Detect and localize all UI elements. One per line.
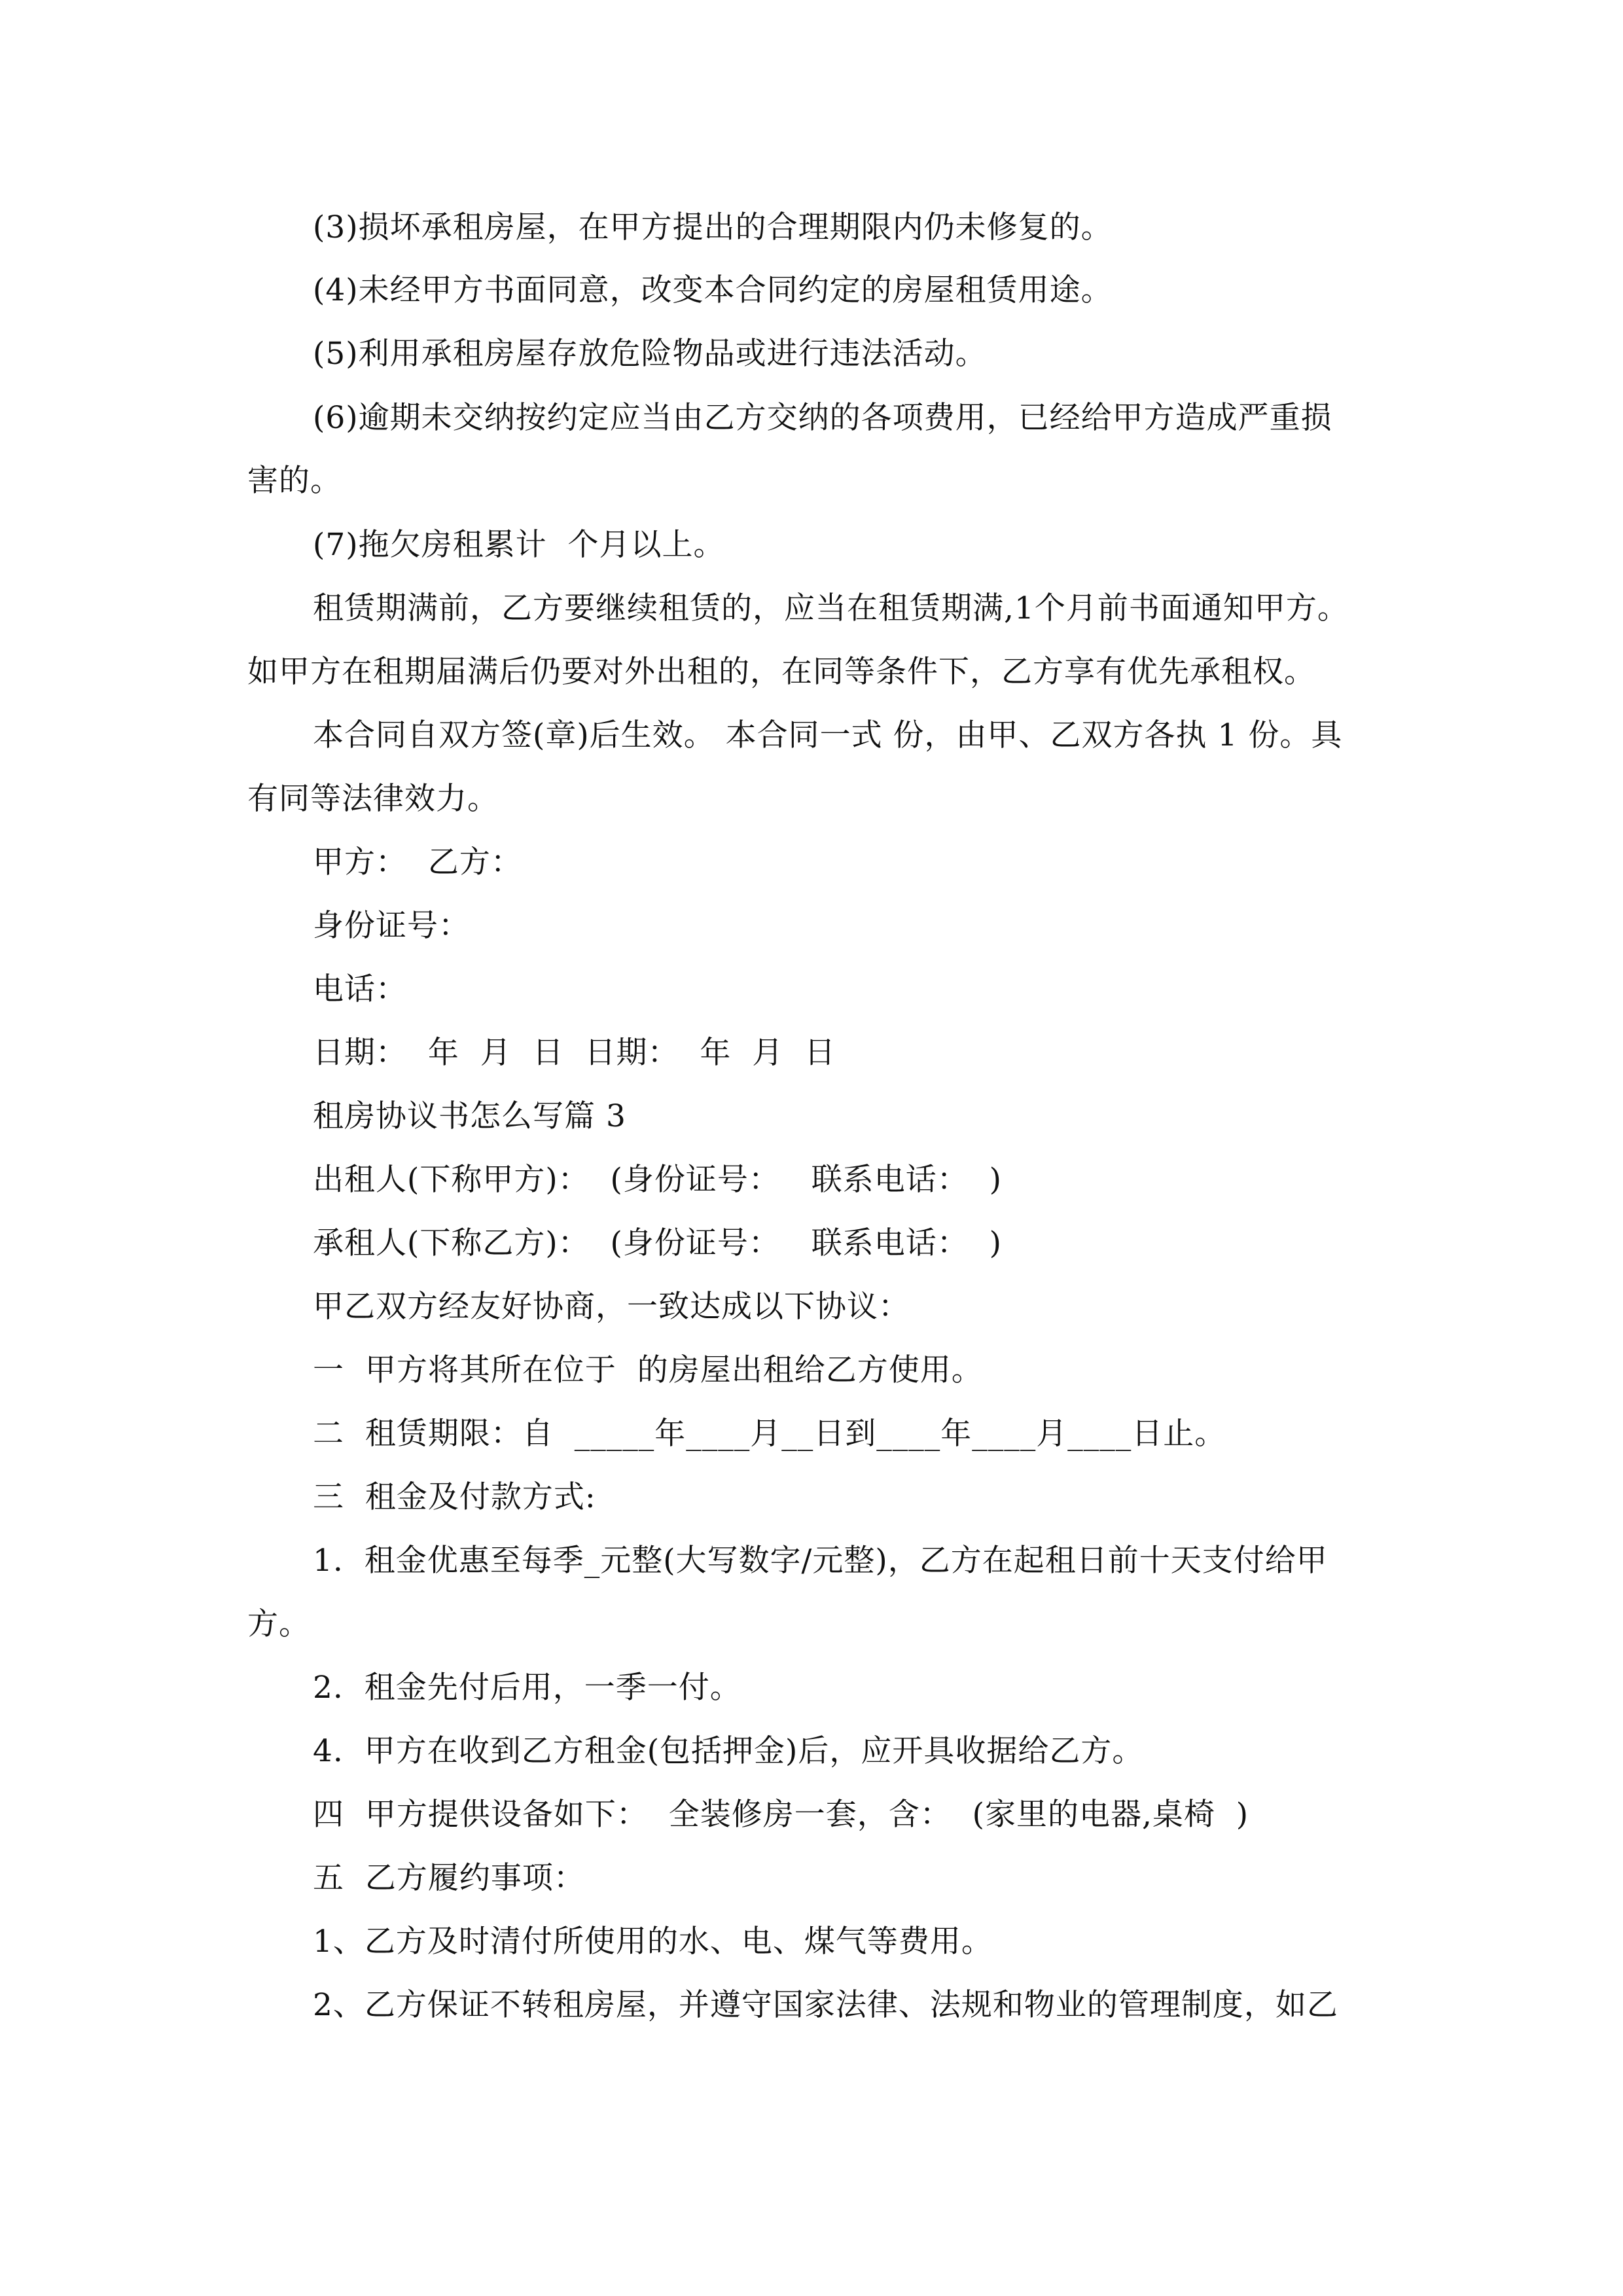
article-1-text: 一 甲方将其所在位于 的房屋出租给乙方使用。 <box>313 1352 983 1388</box>
lessor-line: 出租人(下称甲方)： (身份证号： 联系电话： ) <box>313 1162 1002 1198</box>
renewal-paragraph: 租赁期满前，乙方要继续租赁的，应当在租赁期满,1个月前书面通知甲方。 <box>313 590 1349 626</box>
clause-4-text: (4)未经甲方书面同意，改变本合同约定的房屋租赁用途。 <box>313 272 1113 308</box>
section-heading: 租房协议书怎么写篇 3 <box>313 1098 626 1134</box>
clause-5-text: (5)利用承租房屋存放危险物品或进行违法活动。 <box>313 336 987 372</box>
clause-6-text: (6)逾期未交纳按约定应当由乙方交纳的各项费用，已经给甲方造成严重损 <box>313 400 1332 436</box>
clause-7-text: (7)拖欠房租累计 个月以上。 <box>313 527 725 563</box>
article-4-text: 四 甲方提供设备如下： 全装修房一套，含： (家里的电器,桌椅 ) <box>313 1797 1249 1833</box>
effect-paragraph: 本合同自双方签(章)后生效。 本合同一式 份，由甲、乙双方各执 1 份。具 <box>313 717 1343 753</box>
rent-item-1-continuation: 方。 <box>247 1606 310 1642</box>
date-line: 日期： 年 月 日 日期： 年 月 日 <box>313 1035 836 1071</box>
renewal-paragraph-continuation: 如甲方在租期届满后仍要对外出租的，在同等条件下，乙方享有优先承租权。 <box>247 654 1315 690</box>
phone-line: 电话： <box>313 971 407 1007</box>
signature-parties-line: 甲方： 乙方： <box>313 844 522 880</box>
obligation-item-1: 1、乙方及时清付所使用的水、电、煤气等费用。 <box>313 1924 993 1960</box>
article-2-text: 二 租赁期限：自 _____年____月__日到____年____月____日止。 <box>313 1416 1226 1452</box>
effect-paragraph-continuation: 有同等法律效力。 <box>247 781 499 817</box>
article-5-heading: 五 乙方履约事项： <box>313 1860 585 1896</box>
clause-6-continuation: 害的。 <box>247 463 342 499</box>
clause-3-text: (3)损坏承租房屋，在甲方提出的合理期限内仍未修复的。 <box>313 209 1113 245</box>
lessee-line: 承租人(下称乙方)： (身份证号： 联系电话： ) <box>313 1225 1002 1261</box>
rent-item-1: 1. 租金优惠至每季_元整(大写数字/元整)，乙方在起租日前十天支付给甲 <box>313 1543 1328 1579</box>
obligation-item-2: 2、乙方保证不转租房屋，并遵守国家法律、法规和物业的管理制度，如乙 <box>313 1987 1338 2023</box>
agreement-intro: 甲乙双方经友好协商，一致达成以下协议： <box>313 1289 910 1325</box>
rent-item-4: 4. 甲方在收到乙方租金(包括押金)后，应开具收据给乙方。 <box>313 1733 1144 1769</box>
id-number-line: 身份证号： <box>313 908 470 944</box>
article-3-heading: 三 租金及付款方式: <box>313 1479 596 1515</box>
rent-item-2: 2. 租金先付后用，一季一付。 <box>313 1670 741 1706</box>
